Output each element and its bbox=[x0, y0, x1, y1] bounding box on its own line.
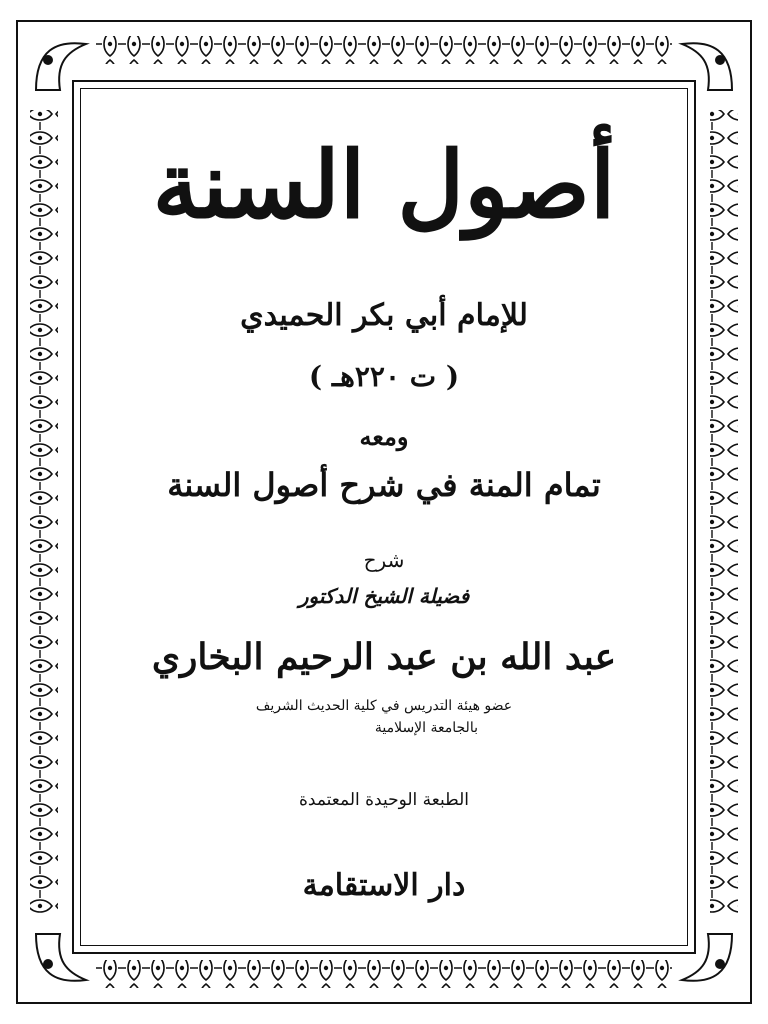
commentator-name: عبد الله بن عبد الرحيم البخاري bbox=[151, 636, 617, 678]
edition-label: الطبعة الوحيدة المعتمدة bbox=[299, 790, 469, 810]
commentator-role: عضو هيئة التدريس في كلية الحديث الشريف bbox=[255, 698, 513, 714]
commentary-title: تمام المنة في شرح أصول السنة bbox=[167, 466, 601, 504]
death-date: ( ت ٢٢٠هـ ) bbox=[308, 360, 460, 393]
publisher-logo: دار الاستقامة bbox=[302, 868, 466, 903]
explained-by-label: شرح bbox=[363, 548, 405, 572]
with-label: ومعه bbox=[359, 422, 409, 451]
honorific-line: فضيلة الشيخ الدكتور bbox=[298, 584, 470, 608]
commentator-institution: بالجامعة الإسلامية bbox=[374, 720, 478, 736]
book-title: أصول السنة bbox=[152, 131, 616, 239]
cover-content bbox=[80, 88, 688, 946]
author-line: للإمام أبي بكر الحميدي bbox=[240, 298, 528, 333]
